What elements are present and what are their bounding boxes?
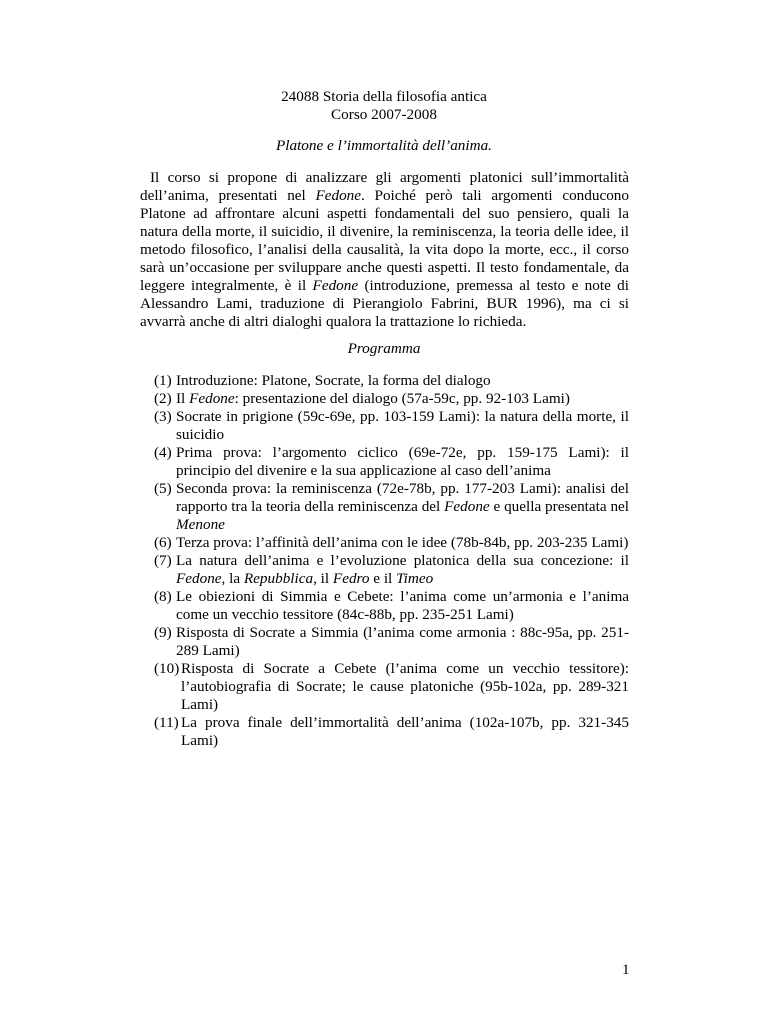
item-number: (4) (154, 444, 172, 461)
course-year: Corso 2007-2008 (331, 106, 437, 123)
program-item (154, 714, 629, 750)
intro-text-2: . Poiché però tali argomenti conducono Platone ad affrontare alcuni aspetti fondamentali del suo pensiero, quali la natura della morte, il suicidio, il divenire, la reminiscenza, la teoria delle idee, il metodo filosofico, l’analisi della causalità, la vita dopo la morte, ecc., il corso sarà un’occasione per sviluppare anche questi aspetti. Il testo fondamentale, da leggere integralmente, è il (140, 187, 629, 294)
program-item (154, 588, 629, 624)
intro-fedone-2: Fedone (312, 277, 359, 294)
item-text-part: : presentazione del dialogo (57a-59c, pp. 92-103 Lami) (234, 390, 570, 407)
item-title-fedro: Fedro (332, 570, 370, 587)
program-item (154, 534, 629, 552)
item-text: Prima prova: l’argomento ciclico (69e-72e, pp. 159-175 Lami): il principio del divenire e la sua applicazione al caso dell’anima (176, 444, 629, 479)
item-number: (9) (154, 624, 172, 641)
item-number: (11) (154, 714, 179, 731)
item-title-fedone: Fedone (444, 498, 490, 515)
item-title-repubblica: Repubblica (243, 570, 314, 587)
item-title-menone: Menone (176, 516, 225, 533)
item-text: Socrate in prigione (59c-69e, pp. 103-159 Lami): la natura della morte, il suicidio (176, 408, 629, 443)
item-text-part: Seconda prova: la reminiscenza (72e-78b, pp. 177-203 Lami): analisi del rapporto tra la teoria della reminiscenza del (176, 480, 629, 515)
item-text-part: e quella presentata nel (489, 498, 629, 515)
program-item (154, 552, 629, 588)
item-number: (5) (154, 480, 172, 497)
item-number: (2) (154, 390, 172, 407)
program-item (154, 480, 629, 534)
item-text: Risposta di Socrate a Simmia (l’anima come armonia : 88c-95a, pp. 251-289 Lami) (176, 624, 629, 659)
item-title-timeo: Timeo (396, 570, 434, 587)
item-text: Introduzione: Platone, Socrate, la forma del dialogo (176, 372, 491, 389)
item-text: Le obiezioni di Simmia e Cebete: l’anima come un’armonia e l’anima come un vecchio tessitore (84c-88b, pp. 235-251 Lami) (176, 588, 629, 623)
item-number: (6) (154, 534, 172, 551)
item-text: Terza prova: l’affinità dell’anima con le idee (78b-84b, pp. 203-235 Lami) (176, 534, 629, 551)
item-number: (1) (154, 372, 172, 389)
program-item (154, 372, 629, 390)
intro-text-3: (introduzione, premessa al testo e note di Alessandro Lami, traduzione di Pierangiolo Fabrini, BUR 1996), ma ci si avvarrà anche di altri dialoghi qualora la trattazione lo richieda. (140, 277, 629, 330)
program-item (154, 444, 629, 480)
program-item (154, 660, 629, 714)
program-list (154, 372, 629, 750)
item-number: (7) (154, 552, 172, 569)
item-number: (3) (154, 408, 172, 425)
item-text-part: Il (176, 390, 190, 407)
course-subtitle: Platone e l’immortalità dell’anima. (276, 137, 492, 154)
item-title-fedone: Fedone (176, 570, 222, 587)
item-text: Risposta di Socrate a Cebete (l’anima come un vecchio tessitore): l’autobiografia di Socrate; le cause platoniche (95b-102a, pp. 289-321 Lami) (181, 660, 629, 713)
intro-paragraph (140, 169, 629, 331)
item-text-part: , la (221, 570, 244, 587)
item-text-part: , il (313, 570, 333, 587)
item-title-fedone: Fedone (189, 390, 235, 407)
item-text-part: La natura dell’anima e l’evoluzione platonica della sua concezione: il (176, 552, 629, 569)
program-title: Programma (347, 340, 421, 357)
intro-text-1: Il corso si propone di analizzare gli argomenti platonici sull’immortalità dell’anima, presentati nel (140, 169, 629, 204)
course-title: 24088 Storia della filosofia antica (281, 88, 487, 105)
item-number: (8) (154, 588, 172, 605)
item-number: (10) (154, 660, 180, 677)
item-text-part: e il (369, 570, 397, 587)
page-number: 1 (622, 961, 630, 978)
program-item (154, 408, 629, 444)
intro-fedone-1: Fedone (315, 187, 361, 204)
item-text: La prova finale dell’immortalità dell’anima (102a-107b, pp. 321-345 Lami) (181, 714, 629, 749)
program-item (154, 390, 629, 408)
program-item (154, 624, 629, 660)
